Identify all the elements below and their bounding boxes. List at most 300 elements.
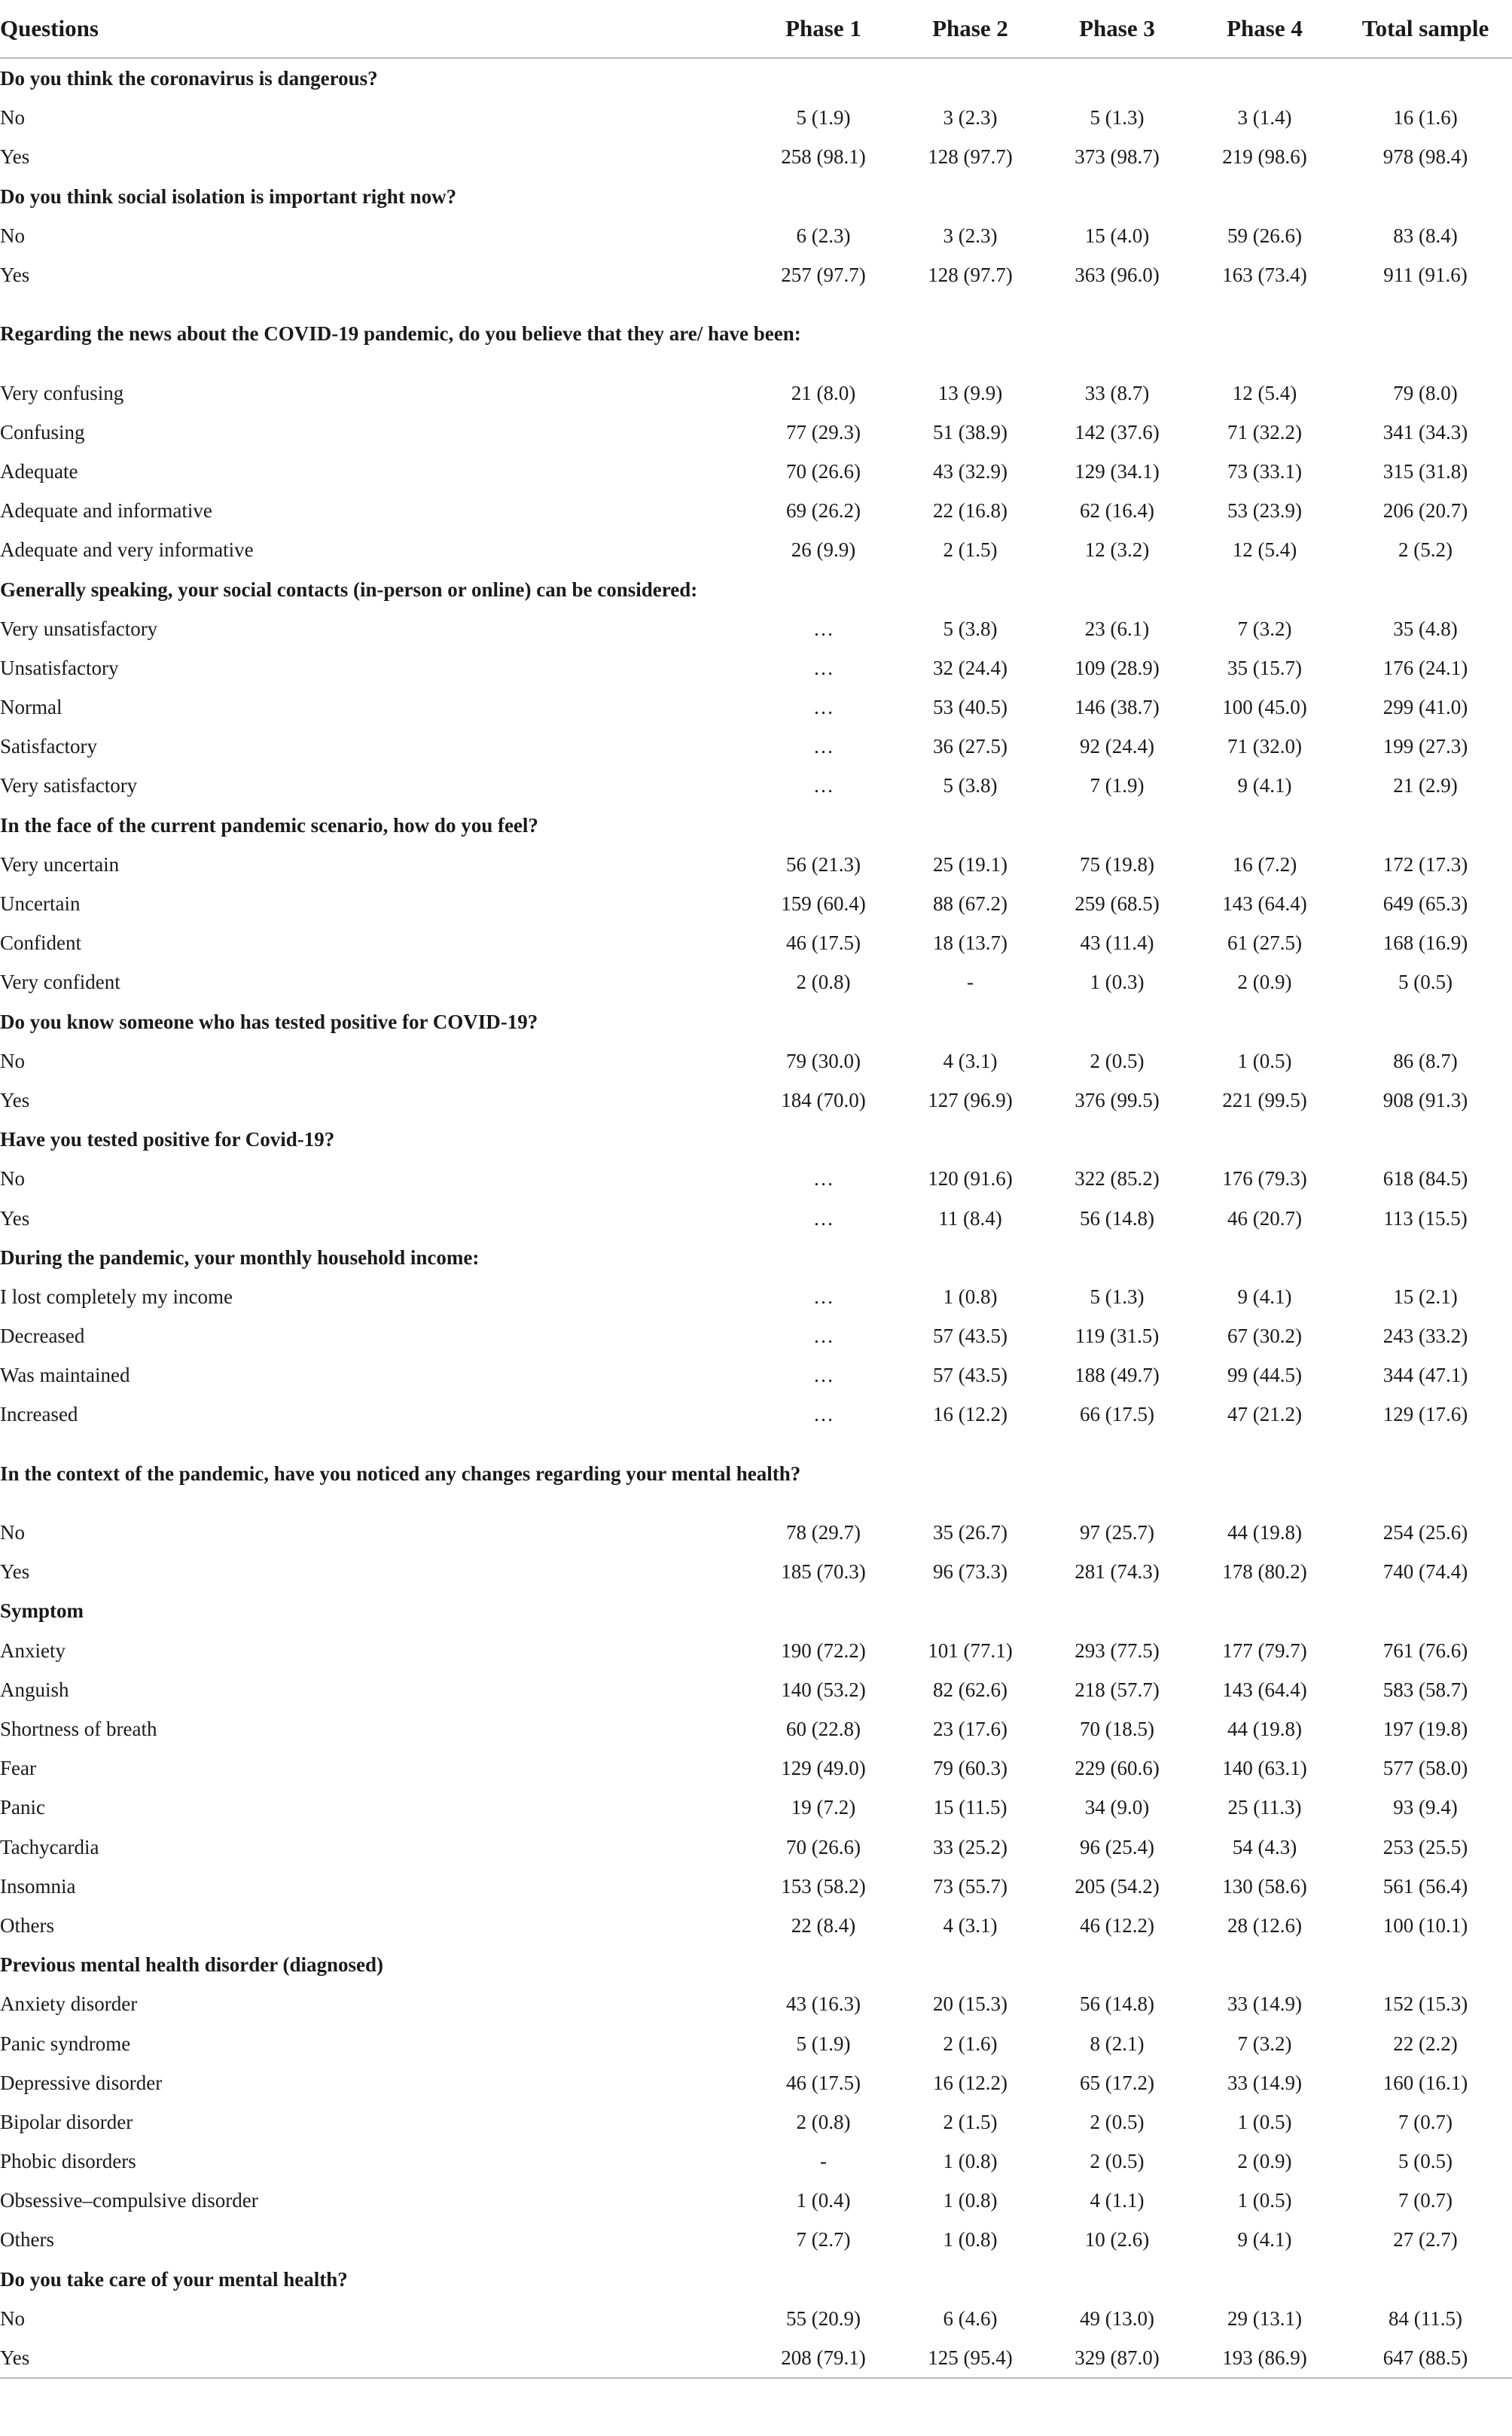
cell-phase-1: 140 (53.2) xyxy=(781,1678,866,1701)
cell-phase-3: 66 (17.5) xyxy=(1080,1403,1154,1426)
cell-phase-3: 8 (2.1) xyxy=(1090,2032,1145,2055)
row-label: Yes xyxy=(0,1560,30,1584)
cell-total-sample: 561 (56.4) xyxy=(1382,1874,1468,1898)
cell-total-sample: 152 (15.3) xyxy=(1382,1992,1468,2016)
cell-phase-1: 46 (17.5) xyxy=(786,931,861,955)
row-label: Yes xyxy=(0,2338,750,2378)
table-row xyxy=(0,2338,1512,2378)
cell-phase-1: … xyxy=(813,1285,834,1308)
cell-total-sample: 206 (20.7) xyxy=(1382,499,1468,523)
table-row xyxy=(0,2102,1512,2142)
table-row xyxy=(0,1355,1512,1395)
cell-phase-2: 2 (1.5) xyxy=(943,538,998,562)
section-header-row xyxy=(0,1002,1512,1041)
table-row xyxy=(0,766,1512,805)
cell-phase-4: 163 (73.4) xyxy=(1222,264,1307,287)
table-row xyxy=(0,609,1512,648)
cell-phase-2: 1 (0.8) xyxy=(943,1285,998,1308)
table-row xyxy=(0,845,1512,884)
row-label: Unsatisfactory xyxy=(0,656,119,679)
cell-phase-3: 12 (3.2) xyxy=(1084,538,1150,562)
row-label: Bipolar disorder xyxy=(0,2110,133,2133)
cell-phase-2: 120 (91.6) xyxy=(928,1167,1013,1191)
cell-phase-2: 1 (0.8) xyxy=(943,2150,998,2173)
cell-phase-3: 129 (34.1) xyxy=(1075,459,1160,483)
cell-phase-2: 25 (19.1) xyxy=(933,852,1007,876)
cell-total-sample: 908 (91.3) xyxy=(1382,1088,1468,1111)
cell-phase-1: 2 (0.8) xyxy=(796,971,851,994)
cell-phase-1: 1 (0.4) xyxy=(796,2189,851,2212)
cell-phase-3: 293 (77.5) xyxy=(1075,1639,1160,1662)
cell-phase-4: 59 (26.6) xyxy=(1227,224,1302,247)
cell-phase-1: … xyxy=(813,1364,834,1387)
cell-total-sample: 649 (65.3) xyxy=(1382,892,1468,916)
cell-phase-4: 99 (44.5) xyxy=(1227,1364,1302,1387)
cell-phase-2: 43 (32.9) xyxy=(933,459,1007,483)
cell-phase-4: 71 (32.0) xyxy=(1227,735,1302,758)
section-question: Previous mental health disorder (diagnosed) xyxy=(0,1953,384,1977)
cell-phase-1: - xyxy=(820,2150,827,2173)
header-phase-1: Phase 1 xyxy=(750,0,897,58)
row-label: Confident xyxy=(0,931,81,955)
table-row xyxy=(0,1081,1512,1120)
row-label: Insomnia xyxy=(0,1874,76,1898)
cell-phase-1: 153 (58.2) xyxy=(781,1874,866,1898)
cell-phase-1: 55 (20.9) xyxy=(786,2306,861,2330)
cell-phase-1: 5 (1.9) xyxy=(796,2032,851,2055)
cell-total-sample: 199 (27.3) xyxy=(1382,735,1468,758)
cell-phase-1: 208 (79.1) xyxy=(750,2338,897,2378)
table-row xyxy=(0,1748,1512,1788)
cell-phase-4: 176 (79.3) xyxy=(1222,1167,1307,1191)
row-label: Normal xyxy=(0,696,62,719)
table-row xyxy=(0,491,1512,530)
table-row xyxy=(0,1159,1512,1198)
cell-phase-3: 281 (74.3) xyxy=(1075,1560,1160,1584)
cell-phase-1: … xyxy=(813,1167,834,1191)
cell-phase-2: 73 (55.7) xyxy=(933,1874,1007,1898)
cell-total-sample: 583 (58.7) xyxy=(1382,1678,1468,1701)
table-row xyxy=(0,1041,1512,1081)
cell-phase-4: 1 (0.5) xyxy=(1237,2110,1292,2133)
cell-phase-1: … xyxy=(813,774,834,797)
cell-phase-2: 32 (24.4) xyxy=(933,656,1007,679)
cell-phase-2: 125 (95.4) xyxy=(897,2338,1044,2378)
section-header-row xyxy=(0,1945,1512,1984)
cell-phase-4: 9 (4.1) xyxy=(1237,2228,1292,2252)
cell-phase-3: 5 (1.3) xyxy=(1090,106,1145,130)
cell-phase-2: 57 (43.5) xyxy=(933,1325,1007,1348)
row-label: Anguish xyxy=(0,1678,69,1701)
cell-phase-4: 53 (23.9) xyxy=(1227,499,1302,523)
row-label: Yes xyxy=(0,264,30,287)
cell-phase-3: 322 (85.2) xyxy=(1075,1167,1160,1191)
cell-phase-2: 79 (60.3) xyxy=(933,1757,1007,1780)
cell-phase-4: 12 (5.4) xyxy=(1232,381,1297,404)
cell-total-sample: 129 (17.6) xyxy=(1382,1403,1468,1426)
cell-phase-2: 51 (38.9) xyxy=(933,420,1007,444)
section-header-row xyxy=(0,58,1512,98)
cell-phase-1: 19 (7.2) xyxy=(791,1796,856,1819)
cell-phase-4: 3 (1.4) xyxy=(1237,106,1292,130)
row-label: Others xyxy=(0,1913,54,1937)
cell-phase-4: 44 (19.8) xyxy=(1227,1718,1302,1740)
cell-phase-3: 65 (17.2) xyxy=(1080,2071,1154,2094)
section-question: In the face of the current pandemic scenario, how do you feel? xyxy=(0,813,538,837)
cell-phase-1: 70 (26.6) xyxy=(786,1835,861,1858)
section-question: During the pandemic, your monthly household income: xyxy=(0,1245,480,1269)
cell-phase-3: 205 (54.2) xyxy=(1075,1874,1160,1898)
table-row xyxy=(0,884,1512,923)
table-row xyxy=(0,727,1512,766)
cell-total-sample: 160 (16.1) xyxy=(1382,2071,1468,2094)
section-question: Do you take care of your mental health? xyxy=(0,2267,348,2291)
cell-phase-2: 4 (3.1) xyxy=(943,1049,998,1072)
cell-total-sample: 22 (2.2) xyxy=(1393,2032,1458,2055)
row-label: Decreased xyxy=(0,1325,85,1348)
row-label: No xyxy=(0,1521,25,1544)
cell-phase-2: 88 (67.2) xyxy=(933,892,1007,916)
section-header-row xyxy=(0,806,1512,845)
cell-phase-2: 127 (96.9) xyxy=(928,1088,1013,1111)
cell-phase-1: 79 (30.0) xyxy=(786,1049,861,1072)
cell-phase-3: 62 (16.4) xyxy=(1080,499,1154,523)
row-label: Confusing xyxy=(0,420,85,444)
header-questions: Questions xyxy=(0,0,750,58)
table-row xyxy=(0,1198,1512,1237)
cell-phase-3: 2 (0.5) xyxy=(1090,2110,1145,2133)
cell-phase-2: 23 (17.6) xyxy=(933,1718,1007,1740)
cell-phase-4: 7 (3.2) xyxy=(1237,2032,1292,2055)
table-row xyxy=(0,2142,1512,2181)
cell-phase-1: … xyxy=(813,617,834,640)
cell-phase-1: 7 (2.7) xyxy=(796,2228,851,2252)
cell-phase-1: 43 (16.3) xyxy=(786,1992,861,2016)
row-label: Obsessive–compulsive disorder xyxy=(0,2189,258,2212)
table-row xyxy=(0,216,1512,255)
cell-phase-2: 5 (3.8) xyxy=(943,774,998,797)
section-header-row xyxy=(0,2260,1512,2299)
cell-phase-4: 143 (64.4) xyxy=(1222,892,1307,916)
cell-total-sample: 5 (0.5) xyxy=(1398,2150,1453,2173)
cell-total-sample: 647 (88.5) xyxy=(1339,2338,1512,2378)
cell-total-sample: 299 (41.0) xyxy=(1382,696,1468,719)
table-row xyxy=(0,923,1512,962)
header-phase-2: Phase 2 xyxy=(897,0,1044,58)
cell-phase-2: 2 (1.6) xyxy=(943,2032,998,2055)
cell-total-sample: 83 (8.4) xyxy=(1393,224,1458,247)
cell-total-sample: 253 (25.5) xyxy=(1382,1835,1468,1858)
cell-phase-3: 363 (96.0) xyxy=(1075,264,1160,287)
cell-total-sample: 978 (98.4) xyxy=(1382,145,1468,169)
cell-total-sample: 341 (34.3) xyxy=(1382,420,1468,444)
cell-phase-4: 9 (4.1) xyxy=(1237,1285,1292,1308)
cell-phase-1: … xyxy=(813,1325,834,1348)
cell-phase-1: 26 (9.9) xyxy=(791,538,856,562)
cell-phase-4: 29 (13.1) xyxy=(1227,2306,1302,2330)
cell-phase-2: 20 (15.3) xyxy=(933,1992,1007,2016)
row-label: Very unsatisfactory xyxy=(0,617,158,640)
cell-phase-3: 119 (31.5) xyxy=(1075,1325,1160,1348)
cell-phase-2: 4 (3.1) xyxy=(943,1913,998,1937)
cell-phase-1: 77 (29.3) xyxy=(786,420,861,444)
cell-phase-4: 219 (98.6) xyxy=(1222,145,1307,169)
cell-phase-2: 33 (25.2) xyxy=(933,1835,1007,1858)
cell-phase-1: 5 (1.9) xyxy=(796,106,851,130)
cell-phase-2: 22 (16.8) xyxy=(933,499,1007,523)
cell-phase-3: 373 (98.7) xyxy=(1075,145,1160,169)
cell-phase-3: 49 (13.0) xyxy=(1080,2306,1154,2330)
cell-total-sample: 243 (33.2) xyxy=(1382,1325,1468,1348)
cell-total-sample: 16 (1.6) xyxy=(1393,106,1458,130)
cell-phase-4: 221 (99.5) xyxy=(1222,1088,1307,1111)
cell-phase-3: 218 (57.7) xyxy=(1075,1678,1160,1701)
table-row xyxy=(0,452,1512,491)
table-row xyxy=(0,1631,1512,1670)
row-label: Depressive disorder xyxy=(0,2071,163,2094)
table-row xyxy=(0,1906,1512,1945)
cell-phase-3: 46 (12.2) xyxy=(1080,1913,1154,1937)
cell-phase-1: 46 (17.5) xyxy=(786,2071,861,2094)
table-row xyxy=(0,373,1512,413)
cell-phase-3: 2 (0.5) xyxy=(1090,2150,1145,2173)
cell-phase-1: … xyxy=(813,656,834,679)
row-label: Anxiety disorder xyxy=(0,1992,138,2016)
cell-total-sample: 577 (58.0) xyxy=(1382,1757,1468,1780)
cell-phase-4: 25 (11.3) xyxy=(1227,1796,1302,1819)
row-label: Yes xyxy=(0,1088,30,1111)
row-label: I lost completely my income xyxy=(0,1285,233,1308)
row-label: No xyxy=(0,106,25,130)
cell-phase-4: 178 (80.2) xyxy=(1222,1560,1307,1584)
cell-phase-1: 258 (98.1) xyxy=(781,145,866,169)
cell-phase-4: 100 (45.0) xyxy=(1222,696,1307,719)
cell-phase-3: 10 (2.6) xyxy=(1084,2228,1150,2252)
cell-phase-4: 73 (33.1) xyxy=(1227,459,1302,483)
header-total-sample: Total sample xyxy=(1339,0,1512,58)
cell-phase-4: 2 (0.9) xyxy=(1237,971,1292,994)
cell-phase-4: 33 (14.9) xyxy=(1227,2071,1302,2094)
table-row xyxy=(0,255,1512,294)
cell-phase-2: 3 (2.3) xyxy=(943,106,998,130)
cell-phase-1: 70 (26.6) xyxy=(786,459,861,483)
cell-phase-3: 146 (38.7) xyxy=(1075,696,1160,719)
cell-total-sample: 2 (5.2) xyxy=(1398,538,1453,562)
cell-phase-1: … xyxy=(813,696,834,719)
cell-phase-3: 7 (1.9) xyxy=(1090,774,1145,797)
cell-phase-1: 69 (26.2) xyxy=(786,499,861,523)
cell-phase-2: 36 (27.5) xyxy=(933,735,1007,758)
table-row xyxy=(0,1827,1512,1866)
section-question: Symptom xyxy=(0,1599,84,1623)
table-row xyxy=(0,1552,1512,1591)
cell-total-sample: 84 (11.5) xyxy=(1389,2306,1462,2330)
cell-total-sample: 911 (91.6) xyxy=(1383,264,1468,287)
cell-phase-3: 43 (11.4) xyxy=(1080,931,1154,955)
section-header-row xyxy=(0,1238,1512,1277)
cell-total-sample: 172 (17.3) xyxy=(1382,852,1468,876)
row-label: Yes xyxy=(0,1206,30,1230)
cell-phase-2: 35 (26.7) xyxy=(933,1521,1007,1544)
cell-phase-2: 53 (40.5) xyxy=(933,696,1007,719)
header-phase-3: Phase 3 xyxy=(1044,0,1190,58)
cell-phase-2: 5 (3.8) xyxy=(943,617,998,640)
cell-phase-3: 142 (37.6) xyxy=(1075,420,1160,444)
table-row xyxy=(0,1867,1512,1906)
section-question: Have you tested positive for Covid-19? xyxy=(0,1128,335,1151)
table-row xyxy=(0,137,1512,176)
row-label: Very confusing xyxy=(0,381,124,404)
cell-phase-1: … xyxy=(813,735,834,758)
section-header-row xyxy=(0,294,1512,373)
cell-phase-2: 15 (11.5) xyxy=(933,1796,1007,1819)
cell-phase-1: 185 (70.3) xyxy=(781,1560,866,1584)
row-label: Very confident xyxy=(0,971,120,994)
cell-total-sample: 254 (25.6) xyxy=(1382,1521,1468,1544)
cell-phase-4: 35 (15.7) xyxy=(1227,656,1302,679)
cell-phase-2: 1 (0.8) xyxy=(943,2189,998,2212)
cell-phase-3: 1 (0.3) xyxy=(1090,971,1145,994)
cell-phase-2: 16 (12.2) xyxy=(933,2071,1007,2094)
cell-phase-1: 129 (49.0) xyxy=(781,1757,866,1780)
table-row xyxy=(0,962,1512,1002)
cell-phase-2: - xyxy=(967,971,974,994)
table-row xyxy=(0,1513,1512,1552)
row-label: Shortness of breath xyxy=(0,1718,157,1740)
cell-total-sample: 79 (8.0) xyxy=(1393,381,1458,404)
row-label: Others xyxy=(0,2228,54,2252)
row-label: Satisfactory xyxy=(0,735,97,758)
cell-phase-4: 1 (0.5) xyxy=(1237,1049,1292,1072)
table-row xyxy=(0,1670,1512,1709)
header-phase-4: Phase 4 xyxy=(1190,0,1339,58)
cell-phase-4: 177 (79.7) xyxy=(1222,1639,1307,1662)
row-label: Fear xyxy=(0,1757,36,1780)
cell-phase-2: 1 (0.8) xyxy=(943,2228,998,2252)
row-label: Panic syndrome xyxy=(0,2032,131,2055)
cell-phase-3: 75 (19.8) xyxy=(1080,852,1154,876)
cell-total-sample: 761 (76.6) xyxy=(1382,1639,1468,1662)
row-label: Increased xyxy=(0,1403,78,1426)
table-row xyxy=(0,688,1512,727)
cell-phase-1: … xyxy=(813,1206,834,1230)
cell-total-sample: 93 (9.4) xyxy=(1393,1796,1458,1819)
cell-phase-2: 18 (13.7) xyxy=(933,931,1007,955)
cell-phase-3: 109 (28.9) xyxy=(1075,656,1160,679)
cell-phase-3: 33 (8.7) xyxy=(1084,381,1150,404)
row-label: Very satisfactory xyxy=(0,774,138,797)
cell-phase-2: 128 (97.7) xyxy=(928,264,1013,287)
cell-phase-3: 376 (99.5) xyxy=(1075,1088,1160,1111)
cell-phase-2: 57 (43.5) xyxy=(933,1364,1007,1387)
cell-phase-3: 329 (87.0) xyxy=(1044,2338,1190,2378)
row-label: No xyxy=(0,1049,25,1072)
cell-phase-3: 15 (4.0) xyxy=(1084,224,1150,247)
cell-phase-4: 12 (5.4) xyxy=(1232,538,1297,562)
section-question: In the context of the pandemic, have you noticed any changes regarding your mental health? xyxy=(0,1462,801,1485)
cell-total-sample: 100 (10.1) xyxy=(1382,1913,1468,1937)
cell-total-sample: 86 (8.7) xyxy=(1393,1049,1458,1072)
table-row xyxy=(0,2181,1512,2220)
cell-phase-4: 143 (64.4) xyxy=(1222,1678,1307,1701)
cell-phase-3: 2 (0.5) xyxy=(1090,1049,1145,1072)
cell-phase-4: 1 (0.5) xyxy=(1237,2189,1292,2212)
cell-total-sample: 168 (16.9) xyxy=(1382,931,1468,955)
cell-phase-4: 16 (7.2) xyxy=(1232,852,1297,876)
cell-phase-1: 184 (70.0) xyxy=(781,1088,866,1111)
cell-phase-1: 78 (29.7) xyxy=(786,1521,861,1544)
cell-phase-2: 6 (4.6) xyxy=(943,2306,998,2330)
row-label: Adequate xyxy=(0,459,78,483)
cell-phase-4: 44 (19.8) xyxy=(1227,1521,1302,1544)
cell-phase-4: 46 (20.7) xyxy=(1227,1206,1302,1230)
cell-phase-4: 67 (30.2) xyxy=(1227,1325,1302,1348)
cell-phase-1: 159 (60.4) xyxy=(781,892,866,916)
cell-phase-4: 61 (27.5) xyxy=(1227,931,1302,955)
cell-phase-2: 16 (12.2) xyxy=(933,1403,1007,1426)
cell-phase-3: 23 (6.1) xyxy=(1084,617,1150,640)
section-question: Do you think social isolation is important right now? xyxy=(0,184,457,208)
cell-total-sample: 315 (31.8) xyxy=(1382,459,1468,483)
cell-phase-3: 96 (25.4) xyxy=(1080,1835,1154,1858)
cell-phase-1: 21 (8.0) xyxy=(791,381,856,404)
row-label: Uncertain xyxy=(0,892,81,916)
cell-phase-1: 60 (22.8) xyxy=(786,1718,861,1740)
row-label: No xyxy=(0,224,25,247)
cell-phase-4: 193 (86.9) xyxy=(1190,2338,1339,2378)
cell-phase-3: 4 (1.1) xyxy=(1090,2189,1145,2212)
cell-phase-3: 70 (18.5) xyxy=(1080,1718,1154,1740)
table-row xyxy=(0,2220,1512,2259)
cell-phase-3: 34 (9.0) xyxy=(1084,1796,1150,1819)
section-question: Do you know someone who has tested positive for COVID-19? xyxy=(0,1010,538,1033)
cell-phase-4: 7 (3.2) xyxy=(1237,617,1292,640)
cell-total-sample: 21 (2.9) xyxy=(1393,774,1458,797)
cell-phase-4: 28 (12.6) xyxy=(1227,1913,1302,1937)
section-header-row xyxy=(0,177,1512,216)
cell-phase-3: 5 (1.3) xyxy=(1090,1285,1145,1308)
section-header-row xyxy=(0,569,1512,608)
row-label: Adequate and informative xyxy=(0,499,212,523)
cell-total-sample: 740 (74.4) xyxy=(1382,1560,1468,1584)
cell-total-sample: 35 (4.8) xyxy=(1393,617,1458,640)
cell-phase-1: 257 (97.7) xyxy=(781,264,866,287)
cell-phase-4: 9 (4.1) xyxy=(1237,774,1292,797)
cell-total-sample: 197 (19.8) xyxy=(1382,1718,1468,1740)
cell-total-sample: 176 (24.1) xyxy=(1382,656,1468,679)
section-question: Do you think the coronavirus is dangerous? xyxy=(0,67,378,90)
cell-phase-2: 11 (8.4) xyxy=(938,1206,1002,1230)
section-header-row xyxy=(0,1591,1512,1630)
cell-phase-3: 56 (14.8) xyxy=(1080,1992,1154,2016)
table-row xyxy=(0,2023,1512,2063)
table-row xyxy=(0,1316,1512,1355)
cell-phase-2: 82 (62.6) xyxy=(933,1678,1007,1701)
cell-phase-1: … xyxy=(813,1403,834,1426)
cell-phase-4: 130 (58.6) xyxy=(1222,1874,1307,1898)
cell-total-sample: 15 (2.1) xyxy=(1393,1285,1458,1308)
section-header-row xyxy=(0,1120,1512,1159)
cell-phase-3: 56 (14.8) xyxy=(1080,1206,1154,1230)
row-label: Phobic disorders xyxy=(0,2150,136,2173)
row-label: Was maintained xyxy=(0,1364,130,1387)
table-body xyxy=(0,58,1512,2378)
header-row xyxy=(0,0,1512,58)
table-row xyxy=(0,530,1512,569)
table-row xyxy=(0,2063,1512,2102)
cell-phase-1: 2 (0.8) xyxy=(796,2110,851,2133)
row-label: Tachycardia xyxy=(0,1835,99,1858)
